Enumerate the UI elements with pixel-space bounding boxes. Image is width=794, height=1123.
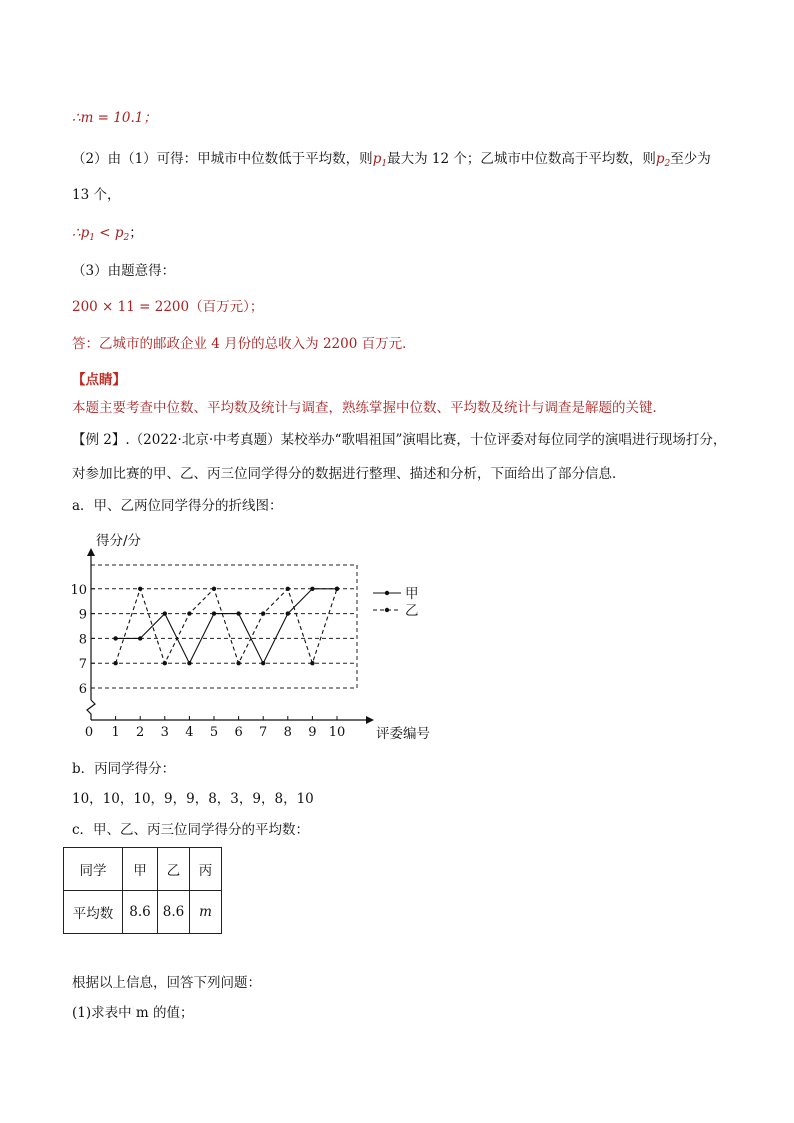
question-1: (1)求表中 m 的值； <box>72 1005 194 1021</box>
conclusion-m <box>72 108 157 128</box>
y-axis-label: 得分/分 <box>96 533 142 549</box>
x-tick-label: 3 <box>160 725 169 740</box>
bing-scores: 10，10，10，9，9，8，3，9，8，10 <box>72 791 314 807</box>
data-point <box>236 611 240 615</box>
example2-line2: 对参加比赛的甲、乙、丙三位同学得分的数据进行整理、描述和分析，下面给出了部分信息． <box>72 466 626 482</box>
data-point <box>261 661 265 665</box>
part2-line1 <box>72 149 711 174</box>
instruction-line: 根据以上信息，回答下列问题： <box>72 975 261 991</box>
data-point <box>138 636 142 640</box>
p2-symbol: $p_2$ <box>655 151 671 169</box>
p1-symbol: $p_1$ <box>372 151 388 169</box>
data-point <box>212 587 216 591</box>
item-c: c．甲、乙、丙三位同学得分的平均数： <box>72 822 310 838</box>
table-cell: 甲 <box>123 848 158 891</box>
part2-text-b: 最大为 12 个；乙城市中位数高于平均数，则 <box>387 151 656 167</box>
x-tick-label: 6 <box>234 725 243 740</box>
data-point <box>286 587 290 591</box>
item-b: b．丙同学得分： <box>72 761 176 777</box>
part2-line2: 13 个， <box>72 187 121 203</box>
legend-marker <box>385 608 389 612</box>
table-cell: 同学 <box>64 848 123 891</box>
calc-line: 200 × 11 = 2200（百万元）； <box>72 299 264 315</box>
series-line-yi <box>116 589 337 663</box>
table-cell: 平均数 <box>64 891 123 934</box>
x-tick-label: 4 <box>185 725 194 740</box>
table-cell: 乙 <box>158 848 190 891</box>
table-row <box>64 891 222 934</box>
data-point <box>335 587 339 591</box>
x-tick-label: 7 <box>259 725 268 740</box>
series-line-jia <box>116 589 337 663</box>
dianjing-heading: 【点睛】 <box>72 372 126 388</box>
data-point <box>113 636 117 640</box>
table-cell: 丙 <box>190 848 222 891</box>
part2-text-c: 至少为 <box>670 151 711 167</box>
average-table <box>63 847 222 934</box>
data-point <box>187 661 191 665</box>
x-tick-label: 2 <box>136 725 145 740</box>
p-compare: $\therefore p_1 < p_2$； <box>72 225 143 243</box>
data-point <box>261 611 265 615</box>
x-tick-label: 5 <box>209 725 219 740</box>
data-point <box>187 611 191 615</box>
table-cell: 8.6 <box>158 891 190 934</box>
x-tick-label: 8 <box>283 725 292 740</box>
y-tick-label: 6 <box>78 682 87 697</box>
m-value-formula: ∴m = 10.1； <box>72 110 157 126</box>
data-point <box>310 661 314 665</box>
x-tick-label: 9 <box>308 725 317 740</box>
table-row <box>64 848 222 891</box>
data-point <box>212 611 216 615</box>
legend-label: 乙 <box>405 603 419 619</box>
part2-text-a: （2）由（1）可得：甲城市中位数低于平均数，则 <box>72 151 373 167</box>
example2-line1: 【例 2】.（2022·北京·中考真题）某校举办“歌唱祖国”演唱比赛，十位评委对每位同学的演唱进行现场打分， <box>72 432 727 448</box>
data-point <box>138 587 142 591</box>
x-axis-arrow <box>366 716 374 724</box>
axis-break <box>87 700 95 720</box>
data-point <box>335 587 339 591</box>
legend-label: 甲 <box>405 586 419 602</box>
data-point <box>286 611 290 615</box>
y-tick-label: 8 <box>78 632 87 648</box>
part3-line: （3）由题意得： <box>72 263 176 279</box>
summary-line: 本题主要考查中位数、平均数及统计与调查，熟练掌握中位数、平均数及统计与调查是解题的关键． <box>72 400 666 416</box>
answer-line: 答：乙城市的邮政企业 4 月份的总收入为 2200 百万元． <box>72 336 416 352</box>
y-axis-arrow <box>87 548 95 556</box>
table-cell: m <box>190 891 222 934</box>
x-tick-label: 0 <box>84 725 94 740</box>
table-cell: 8.6 <box>123 891 158 934</box>
x-tick-label: 1 <box>111 725 120 740</box>
data-point <box>163 661 167 665</box>
data-point <box>310 587 314 591</box>
item-a: a．甲、乙两位同学得分的折线图： <box>72 498 283 514</box>
y-tick-label: 9 <box>78 607 87 623</box>
y-tick-label: 10 <box>70 582 87 598</box>
x-tick-label: 10 <box>328 725 346 740</box>
y-tick-label: 7 <box>78 657 87 673</box>
x-axis-label: 评委编号 <box>376 726 430 742</box>
data-point <box>236 661 240 665</box>
data-point <box>163 611 167 615</box>
legend-marker <box>385 591 389 595</box>
data-point <box>113 661 117 665</box>
